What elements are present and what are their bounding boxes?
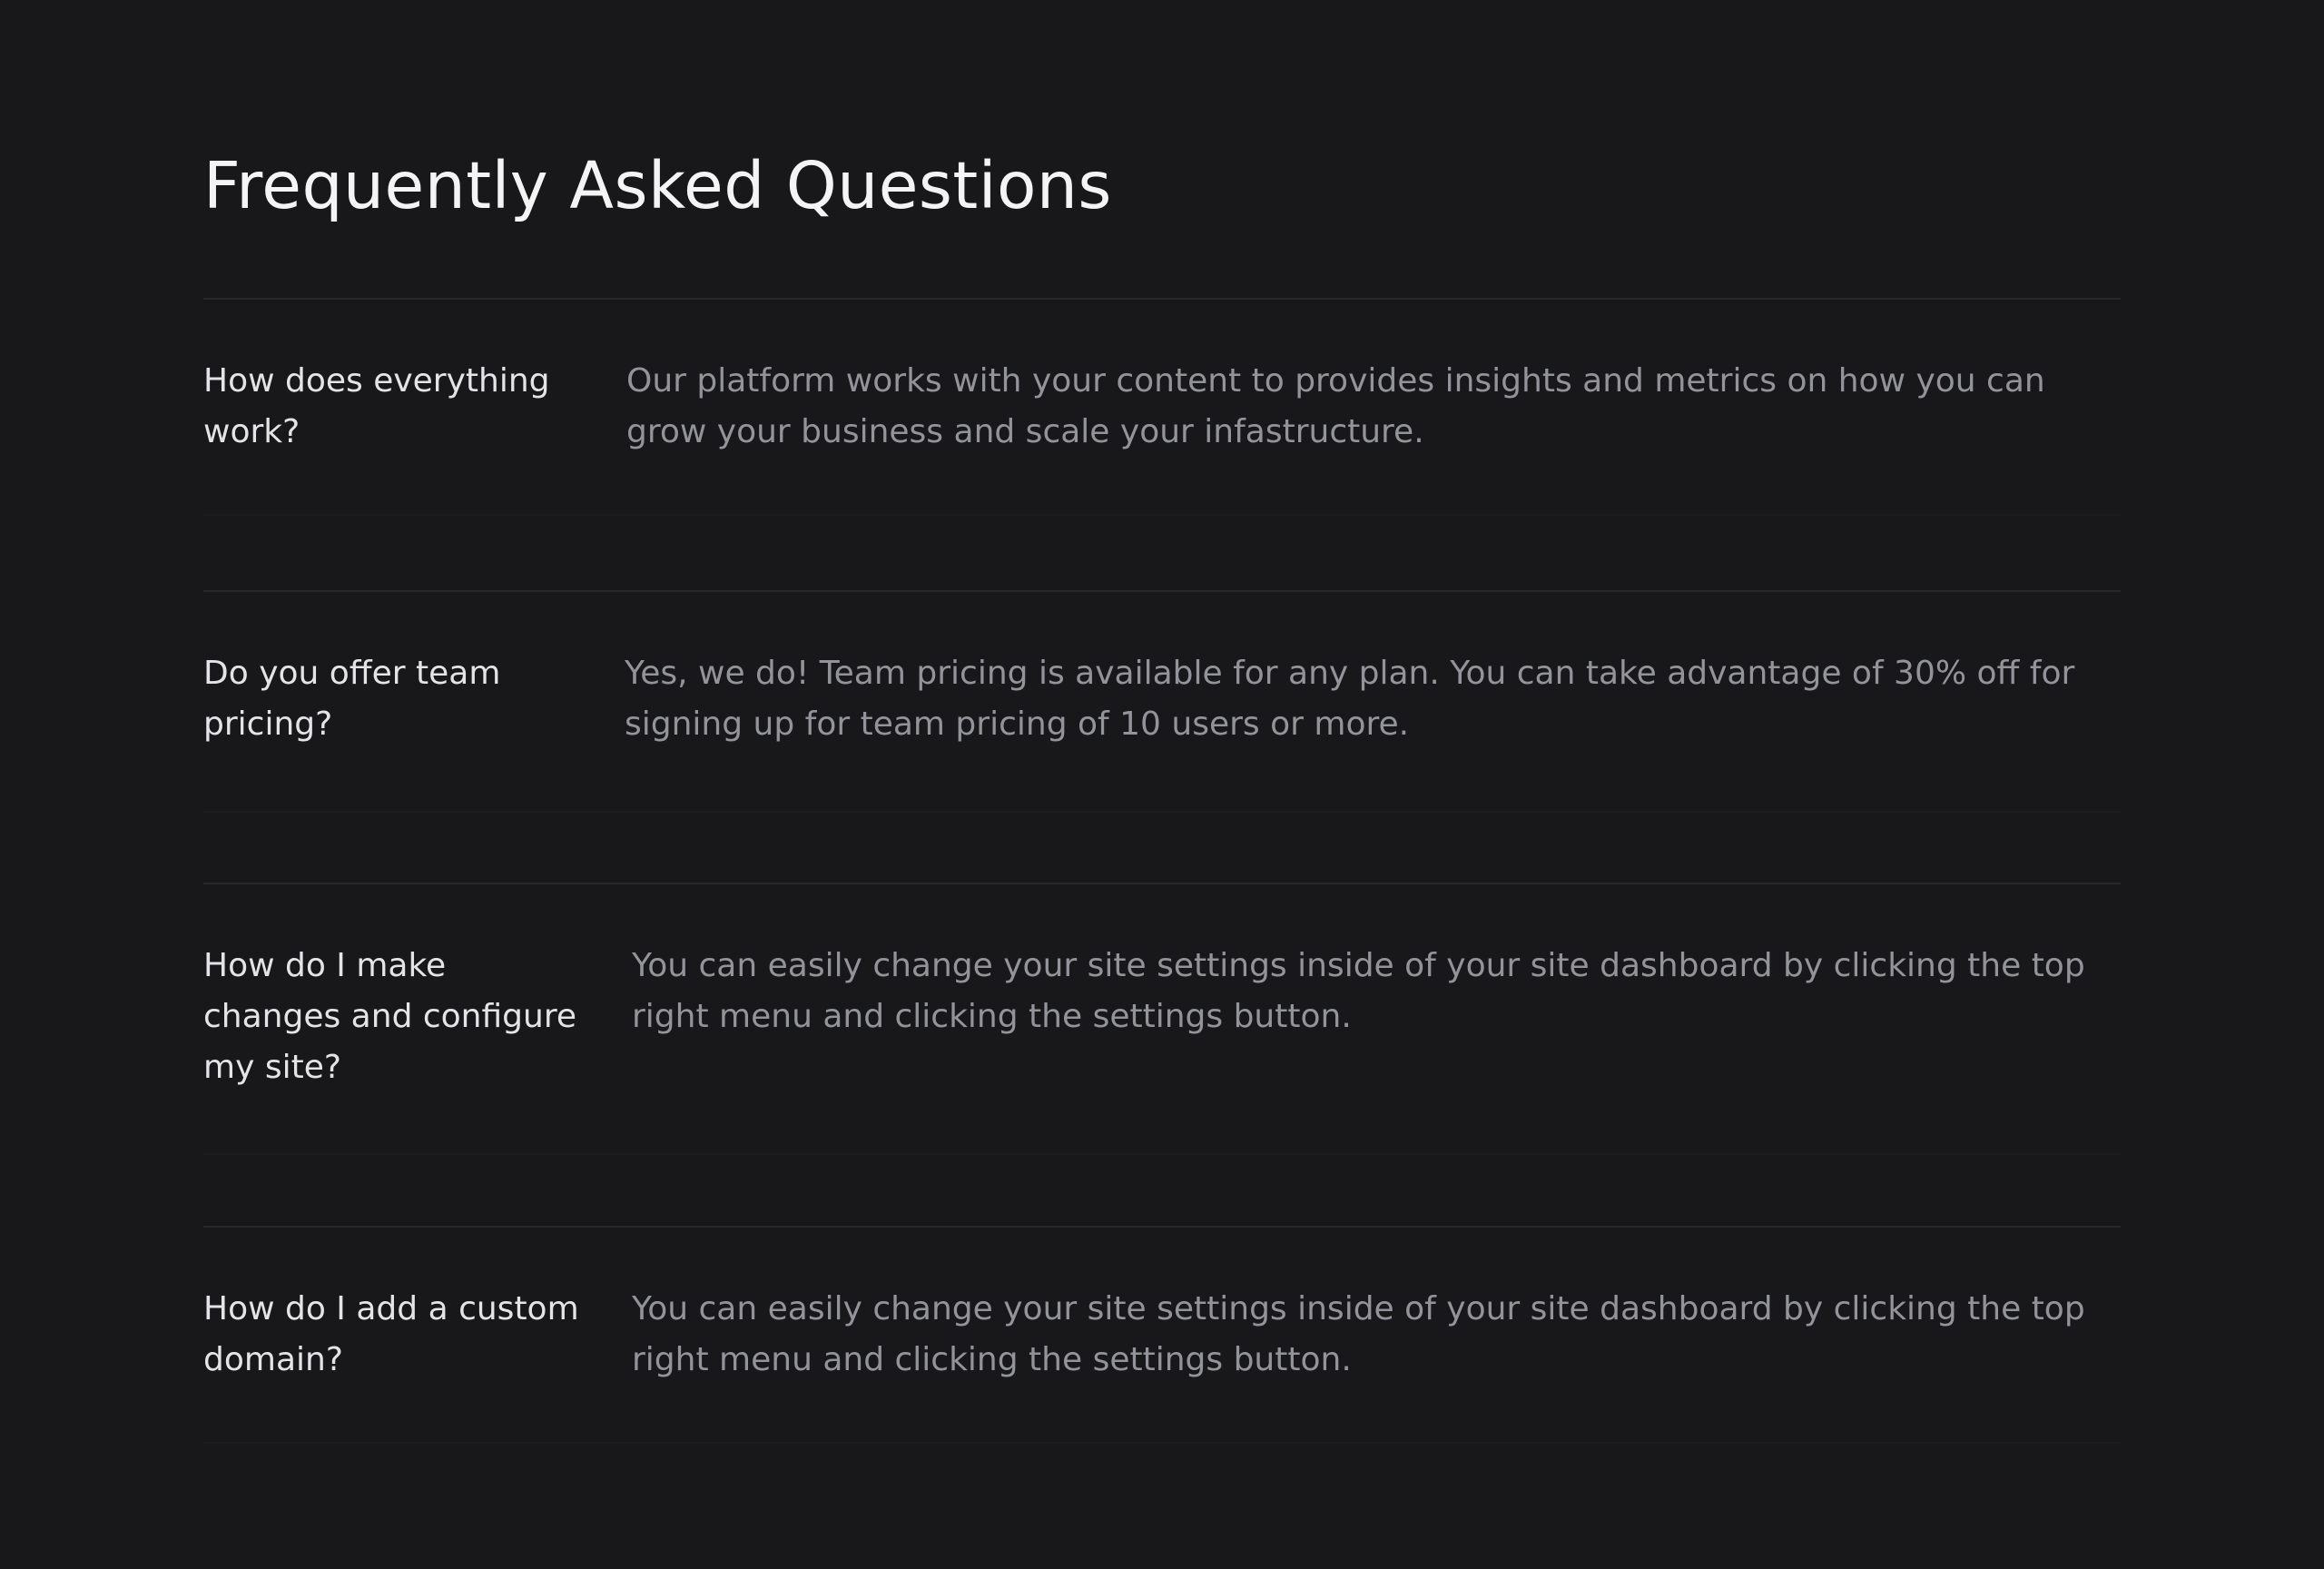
faq-question[interactable]: How do I make changes and configure my site? — [203, 947, 576, 1086]
page-title: Frequently Asked Questions — [203, 148, 1112, 223]
faq-answer: Yes, we do! Team pricing is available for any plan. You can take advantage of 30% off for signing up for team pricing of 10 users or more. — [625, 655, 2075, 743]
faq-answer: You can easily change your site settings inside of your site dashboard by clicking the top right menu and clicking the settings button. — [632, 947, 2085, 1035]
faq-item[interactable] — [203, 298, 2121, 516]
faq-item[interactable] — [203, 1226, 2121, 1444]
faq-question[interactable]: Do you offer team pricing? — [203, 655, 501, 743]
faq-item[interactable] — [203, 883, 2121, 1155]
faq-question[interactable]: How do I add a custom domain? — [203, 1290, 579, 1378]
faq-question[interactable]: How does everything work? — [203, 362, 550, 450]
faq-answer: Our platform works with your content to provides insights and metrics on how you can grow your business and scale your infastructure. — [626, 362, 2045, 450]
faq-answer: You can easily change your site settings inside of your site dashboard by clicking the top right menu and clicking the settings button. — [632, 1290, 2085, 1378]
faq-item[interactable] — [203, 590, 2121, 813]
